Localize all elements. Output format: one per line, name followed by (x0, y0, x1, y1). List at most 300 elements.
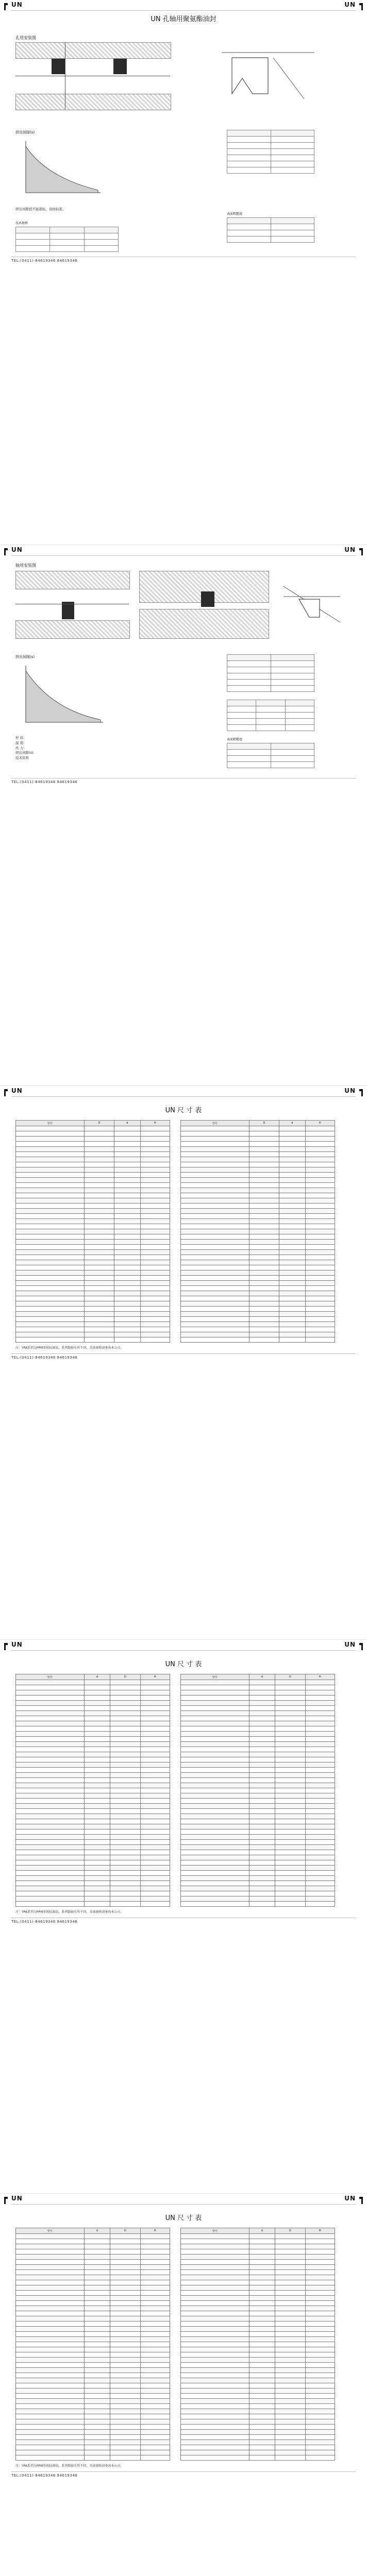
table-cell (305, 1312, 335, 1317)
table-cell (84, 1245, 114, 1250)
table-cell (16, 1240, 85, 1245)
table-cell (305, 2399, 335, 2404)
table-cell (84, 1322, 114, 1327)
table-row (181, 2270, 335, 2275)
table-cell (16, 1814, 85, 1819)
table-cell (110, 2239, 141, 2244)
table-cell (181, 2455, 249, 2461)
table-cell (249, 1142, 279, 1147)
table-row (181, 1845, 335, 1850)
table-cell (181, 1312, 249, 1317)
table-cell (16, 1757, 85, 1762)
table-cell (114, 1281, 140, 1286)
table-cell (181, 1152, 249, 1157)
table-cell (140, 1234, 170, 1240)
table-cell (249, 1255, 279, 1260)
table-cell (249, 2311, 275, 2316)
table-cell (110, 2430, 141, 2435)
size-table-page (0, 2194, 367, 2576)
table-cell (249, 1137, 279, 1142)
table-row (16, 1337, 170, 1343)
table-cell (84, 1198, 114, 1204)
table-cell (84, 2327, 110, 2332)
product-title: UN 孔轴用聚氨酯油封 (151, 15, 216, 23)
table-cell (275, 1799, 306, 1804)
table-cell (84, 1716, 110, 1721)
table-row (181, 1742, 335, 1747)
table-cell (275, 2409, 306, 2414)
table-cell (305, 2306, 335, 2311)
table-cell (305, 1270, 335, 1276)
size-table-note: 注：YPA系列为PPM参照标准值，系列数据有所不同，具体规格请垂询本公司。 (15, 1346, 124, 1350)
table-cell (16, 1137, 85, 1142)
table-row (16, 1240, 170, 1245)
table-cell (84, 1866, 110, 1871)
table-cell (140, 1855, 170, 1860)
table-cell (110, 1896, 141, 1902)
table-row (16, 1778, 170, 1783)
table-cell (114, 1193, 140, 1198)
table-cell (181, 2450, 249, 2455)
table-row (16, 1162, 170, 1167)
spec-table-small (227, 217, 314, 243)
spec-table-left-title: 技术规格 (15, 222, 28, 225)
table-cell (16, 2455, 85, 2461)
table-cell (249, 2388, 275, 2394)
table-cell (275, 2342, 306, 2347)
table-cell (279, 1178, 305, 1183)
table-cell (84, 1276, 114, 1281)
table-row (16, 1296, 170, 1301)
table-cell (110, 2404, 141, 2409)
table-cell (114, 1126, 140, 1131)
table-cell (140, 1886, 170, 1891)
table-cell (305, 1183, 335, 1188)
table-cell (140, 1204, 170, 1209)
table-cell (84, 2265, 110, 2270)
table-cell (84, 2244, 110, 2249)
table-row (16, 2378, 170, 2383)
table-cell (181, 1142, 249, 1147)
table-cell (16, 1214, 85, 1219)
table-cell (305, 1322, 335, 1327)
table-row (16, 1322, 170, 1327)
table-row (16, 2342, 170, 2347)
table-cell (16, 1680, 85, 1685)
table-cell (181, 2301, 249, 2306)
table-cell (279, 1260, 305, 1265)
table-cell (275, 1773, 306, 1778)
table-cell (140, 1814, 170, 1819)
table-cell (16, 1204, 85, 1209)
seal-profile (113, 59, 127, 74)
table-row (181, 1706, 335, 1711)
table-cell (181, 1214, 249, 1219)
table-cell (305, 1721, 335, 1726)
table-row (16, 1762, 170, 1768)
table-cell (140, 2368, 170, 2373)
table-cell (140, 1281, 170, 1286)
table-cell (181, 1183, 249, 1188)
table-row (16, 1891, 170, 1896)
table-cell (305, 1799, 335, 1804)
table-cell (16, 1788, 85, 1793)
table-cell (140, 2409, 170, 2414)
table-row (181, 1327, 335, 1332)
table-cell (140, 1902, 170, 1907)
table-cell (249, 1814, 275, 1819)
table-cell (84, 1214, 114, 1219)
table-row (181, 1701, 335, 1706)
table-cell (279, 1126, 305, 1131)
table-cell (305, 1850, 335, 1855)
table-cell (140, 1778, 170, 1783)
table-cell (110, 1690, 141, 1696)
table-cell (275, 2414, 306, 2419)
table-cell (279, 1193, 305, 1198)
table-cell (181, 2296, 249, 2301)
table-cell (305, 1881, 335, 1886)
table-cell (16, 1726, 85, 1732)
table-cell (110, 2275, 141, 2280)
table-cell (249, 1896, 275, 1902)
table-cell (181, 1793, 249, 1799)
table-cell (249, 2337, 275, 2342)
table-cell (16, 2388, 85, 2394)
table-cell (84, 1891, 110, 1896)
table-row (16, 2285, 170, 2291)
table-cell (110, 2342, 141, 2347)
table-row (16, 2399, 170, 2404)
table-cell (181, 2332, 249, 2337)
table-cell (16, 2378, 85, 2383)
table-row (16, 2265, 170, 2270)
table-cell (305, 1126, 335, 1131)
table-row (181, 1245, 335, 1250)
table-row (16, 1183, 170, 1188)
size-table-page (0, 1086, 367, 1640)
table-cell (140, 2425, 170, 2430)
table-cell (181, 2311, 249, 2316)
table-row (181, 1260, 335, 1265)
table-row (181, 1855, 335, 1860)
table-cell (275, 2306, 306, 2311)
column-header: d (249, 1674, 275, 1680)
table-cell (140, 2430, 170, 2435)
table-cell (305, 1296, 335, 1301)
table-row (181, 1757, 335, 1762)
table-cell (16, 1142, 85, 1147)
table-cell (181, 1747, 249, 1752)
table-cell (16, 1245, 85, 1250)
table-cell (140, 1799, 170, 1804)
spec-table-small-title: 表面粗糙度 (227, 212, 243, 216)
table-cell (110, 1773, 141, 1778)
table-row (181, 1173, 335, 1178)
table-cell (305, 1706, 335, 1711)
table-cell (249, 2280, 275, 2285)
table-cell (249, 2291, 275, 2296)
table-cell (279, 1214, 305, 1219)
table-row (16, 2414, 170, 2419)
seal-profile (201, 591, 214, 607)
table-cell (181, 1240, 249, 1245)
table-cell (140, 1793, 170, 1799)
table-cell (140, 1721, 170, 1726)
table-cell (275, 2260, 306, 2265)
table-cell (110, 2291, 141, 2296)
table-cell (305, 1291, 335, 1296)
table-row (181, 2430, 335, 2435)
table-row (181, 2321, 335, 2327)
table-row (16, 1721, 170, 1726)
table-cell (181, 1819, 249, 1824)
table-cell (84, 2311, 110, 2316)
table-cell (110, 1886, 141, 1891)
table-row (181, 1850, 335, 1855)
table-cell (181, 2249, 249, 2255)
table-cell (110, 2358, 141, 2363)
table-cell (275, 1747, 306, 1752)
table-cell (16, 2260, 85, 2265)
table-cell (279, 1312, 305, 1317)
table-cell (181, 1188, 249, 1193)
table-cell (249, 1178, 279, 1183)
table-cell (84, 1131, 114, 1137)
table-cell (16, 1307, 85, 1312)
table-cell (16, 2296, 85, 2301)
table-row (181, 1152, 335, 1157)
table-cell (16, 1819, 85, 1824)
table-cell (181, 1757, 249, 1762)
table-cell (140, 1824, 170, 1829)
table-cell (140, 1126, 170, 1131)
table-cell (275, 1721, 306, 1726)
table-row (16, 1716, 170, 1721)
table-cell (305, 1742, 335, 1747)
table-cell (279, 1173, 305, 1178)
table-cell (84, 1152, 114, 1157)
table-cell (110, 1891, 141, 1896)
table-row (181, 1829, 335, 1835)
table-row (181, 2352, 335, 2358)
table-cell (279, 1327, 305, 1332)
seal-profile (52, 59, 65, 74)
table-cell (305, 2275, 335, 2280)
table-cell (279, 1337, 305, 1343)
table-cell (140, 1768, 170, 1773)
table-cell (305, 2311, 335, 2316)
table-cell (110, 1866, 141, 1871)
table-cell (181, 2368, 249, 2373)
table-row (181, 1685, 335, 1690)
table-cell (16, 1162, 85, 1167)
table-cell (84, 1809, 110, 1814)
table-cell (140, 2327, 170, 2332)
table-cell (181, 1902, 249, 1907)
table-cell (140, 1276, 170, 1281)
table-row (181, 1737, 335, 1742)
table-cell (114, 1245, 140, 1250)
table-cell (181, 2358, 249, 2363)
table-cell (275, 2316, 306, 2321)
table-cell (110, 2419, 141, 2425)
table-row (16, 2363, 170, 2368)
table-row (16, 2388, 170, 2394)
table-row (16, 1804, 170, 1809)
table-cell (249, 1301, 279, 1307)
table-cell (140, 2260, 170, 2265)
table-cell (16, 2450, 85, 2455)
table-cell (275, 1896, 306, 1902)
size-table-left (15, 2228, 170, 2461)
table-cell (84, 1814, 110, 1819)
table-cell (181, 1286, 249, 1291)
table-cell (84, 2260, 110, 2265)
table-cell (249, 2425, 275, 2430)
table-cell (110, 2445, 141, 2450)
table-cell (305, 1337, 335, 1343)
table-cell (114, 1173, 140, 1178)
table-cell (249, 1312, 279, 1317)
table-row (181, 1198, 335, 1204)
table-row (16, 2455, 170, 2461)
table-cell (16, 1706, 85, 1711)
table-cell (84, 1850, 110, 1855)
table-cell (181, 2280, 249, 2285)
table-cell (275, 1886, 306, 1891)
table-cell (305, 1214, 335, 1219)
table-cell (305, 1250, 335, 1255)
table-cell (110, 1835, 141, 1840)
table-cell (249, 2332, 275, 2337)
material-notes (15, 736, 119, 761)
table-cell (16, 1855, 85, 1860)
table-cell (305, 1147, 335, 1152)
table-cell (140, 2352, 170, 2358)
table-cell (275, 1706, 306, 1711)
table-row (181, 1902, 335, 1907)
table-cell (275, 1829, 306, 1835)
table-row (16, 2255, 170, 2260)
table-row (181, 1747, 335, 1752)
table-cell (16, 1291, 85, 1296)
table-cell (249, 2249, 275, 2255)
table-cell (140, 1224, 170, 1229)
table-cell (16, 1845, 85, 1850)
table-cell (16, 2255, 85, 2260)
table-cell (181, 1147, 249, 1152)
size-table-left (15, 1120, 170, 1343)
table-cell (275, 1840, 306, 1845)
table-cell (16, 1886, 85, 1891)
table-cell (249, 2321, 275, 2327)
table-cell (16, 1157, 85, 1162)
table-cell (114, 1214, 140, 1219)
table-cell (275, 1778, 306, 1783)
table-cell (84, 1840, 110, 1845)
table-cell (140, 1783, 170, 1788)
table-cell (279, 1167, 305, 1173)
table-cell (305, 2455, 335, 2461)
table-cell (181, 1167, 249, 1173)
table-cell (249, 1793, 275, 1799)
table-cell (249, 1183, 279, 1188)
column-header: H (305, 2228, 335, 2234)
table-cell (140, 1680, 170, 1685)
table-cell (110, 2332, 141, 2337)
header-rule (11, 1096, 356, 1097)
table-row (16, 2280, 170, 2285)
column-header: D (84, 1121, 114, 1126)
table-cell (84, 1721, 110, 1726)
table-cell (16, 2358, 85, 2363)
table-cell (249, 2234, 275, 2239)
table-row (16, 1835, 170, 1840)
table-cell (305, 1162, 335, 1167)
table-cell (16, 1804, 85, 1809)
table-row (16, 1896, 170, 1902)
table-row (16, 1126, 170, 1131)
column-header: 型号 (181, 2228, 249, 2234)
table-cell (275, 1814, 306, 1819)
table-cell (140, 2239, 170, 2244)
table-cell (275, 2301, 306, 2306)
table-cell (84, 2383, 110, 2388)
table-cell (305, 1726, 335, 1732)
table-cell (249, 2455, 275, 2461)
table-cell (110, 2368, 141, 2373)
table-cell (181, 1327, 249, 1332)
table-cell (114, 1322, 140, 1327)
table-cell (84, 1224, 114, 1229)
table-cell (249, 1876, 275, 1881)
table-cell (305, 1747, 335, 1752)
table-cell (305, 1696, 335, 1701)
table-cell (16, 1296, 85, 1301)
table-row (181, 2249, 335, 2255)
table-cell (305, 2373, 335, 2378)
table-cell (181, 1296, 249, 1301)
table-cell (249, 2239, 275, 2244)
table-cell (110, 2394, 141, 2399)
table-row (16, 2358, 170, 2363)
table-row (16, 1245, 170, 1250)
table-cell (84, 1240, 114, 1245)
table-cell (140, 1229, 170, 1234)
table-cell (249, 1126, 279, 1131)
table-cell (305, 2450, 335, 2455)
table-cell (181, 1173, 249, 1178)
table-cell (16, 1783, 85, 1788)
table-row (16, 2425, 170, 2430)
table-cell (16, 1696, 85, 1701)
table-row (181, 2419, 335, 2425)
table-cell (84, 2368, 110, 2373)
column-header: 型号 (16, 2228, 85, 2234)
table-cell (140, 2316, 170, 2321)
table-cell (16, 1281, 85, 1286)
table-cell (305, 2383, 335, 2388)
table-row (181, 1716, 335, 1721)
table-cell (305, 2291, 335, 2296)
table-cell (84, 1747, 110, 1752)
table-cell (16, 1188, 85, 1193)
table-cell (249, 2301, 275, 2306)
table-cell (279, 1286, 305, 1291)
table-cell (249, 1706, 275, 1711)
table-cell (84, 2425, 110, 2430)
